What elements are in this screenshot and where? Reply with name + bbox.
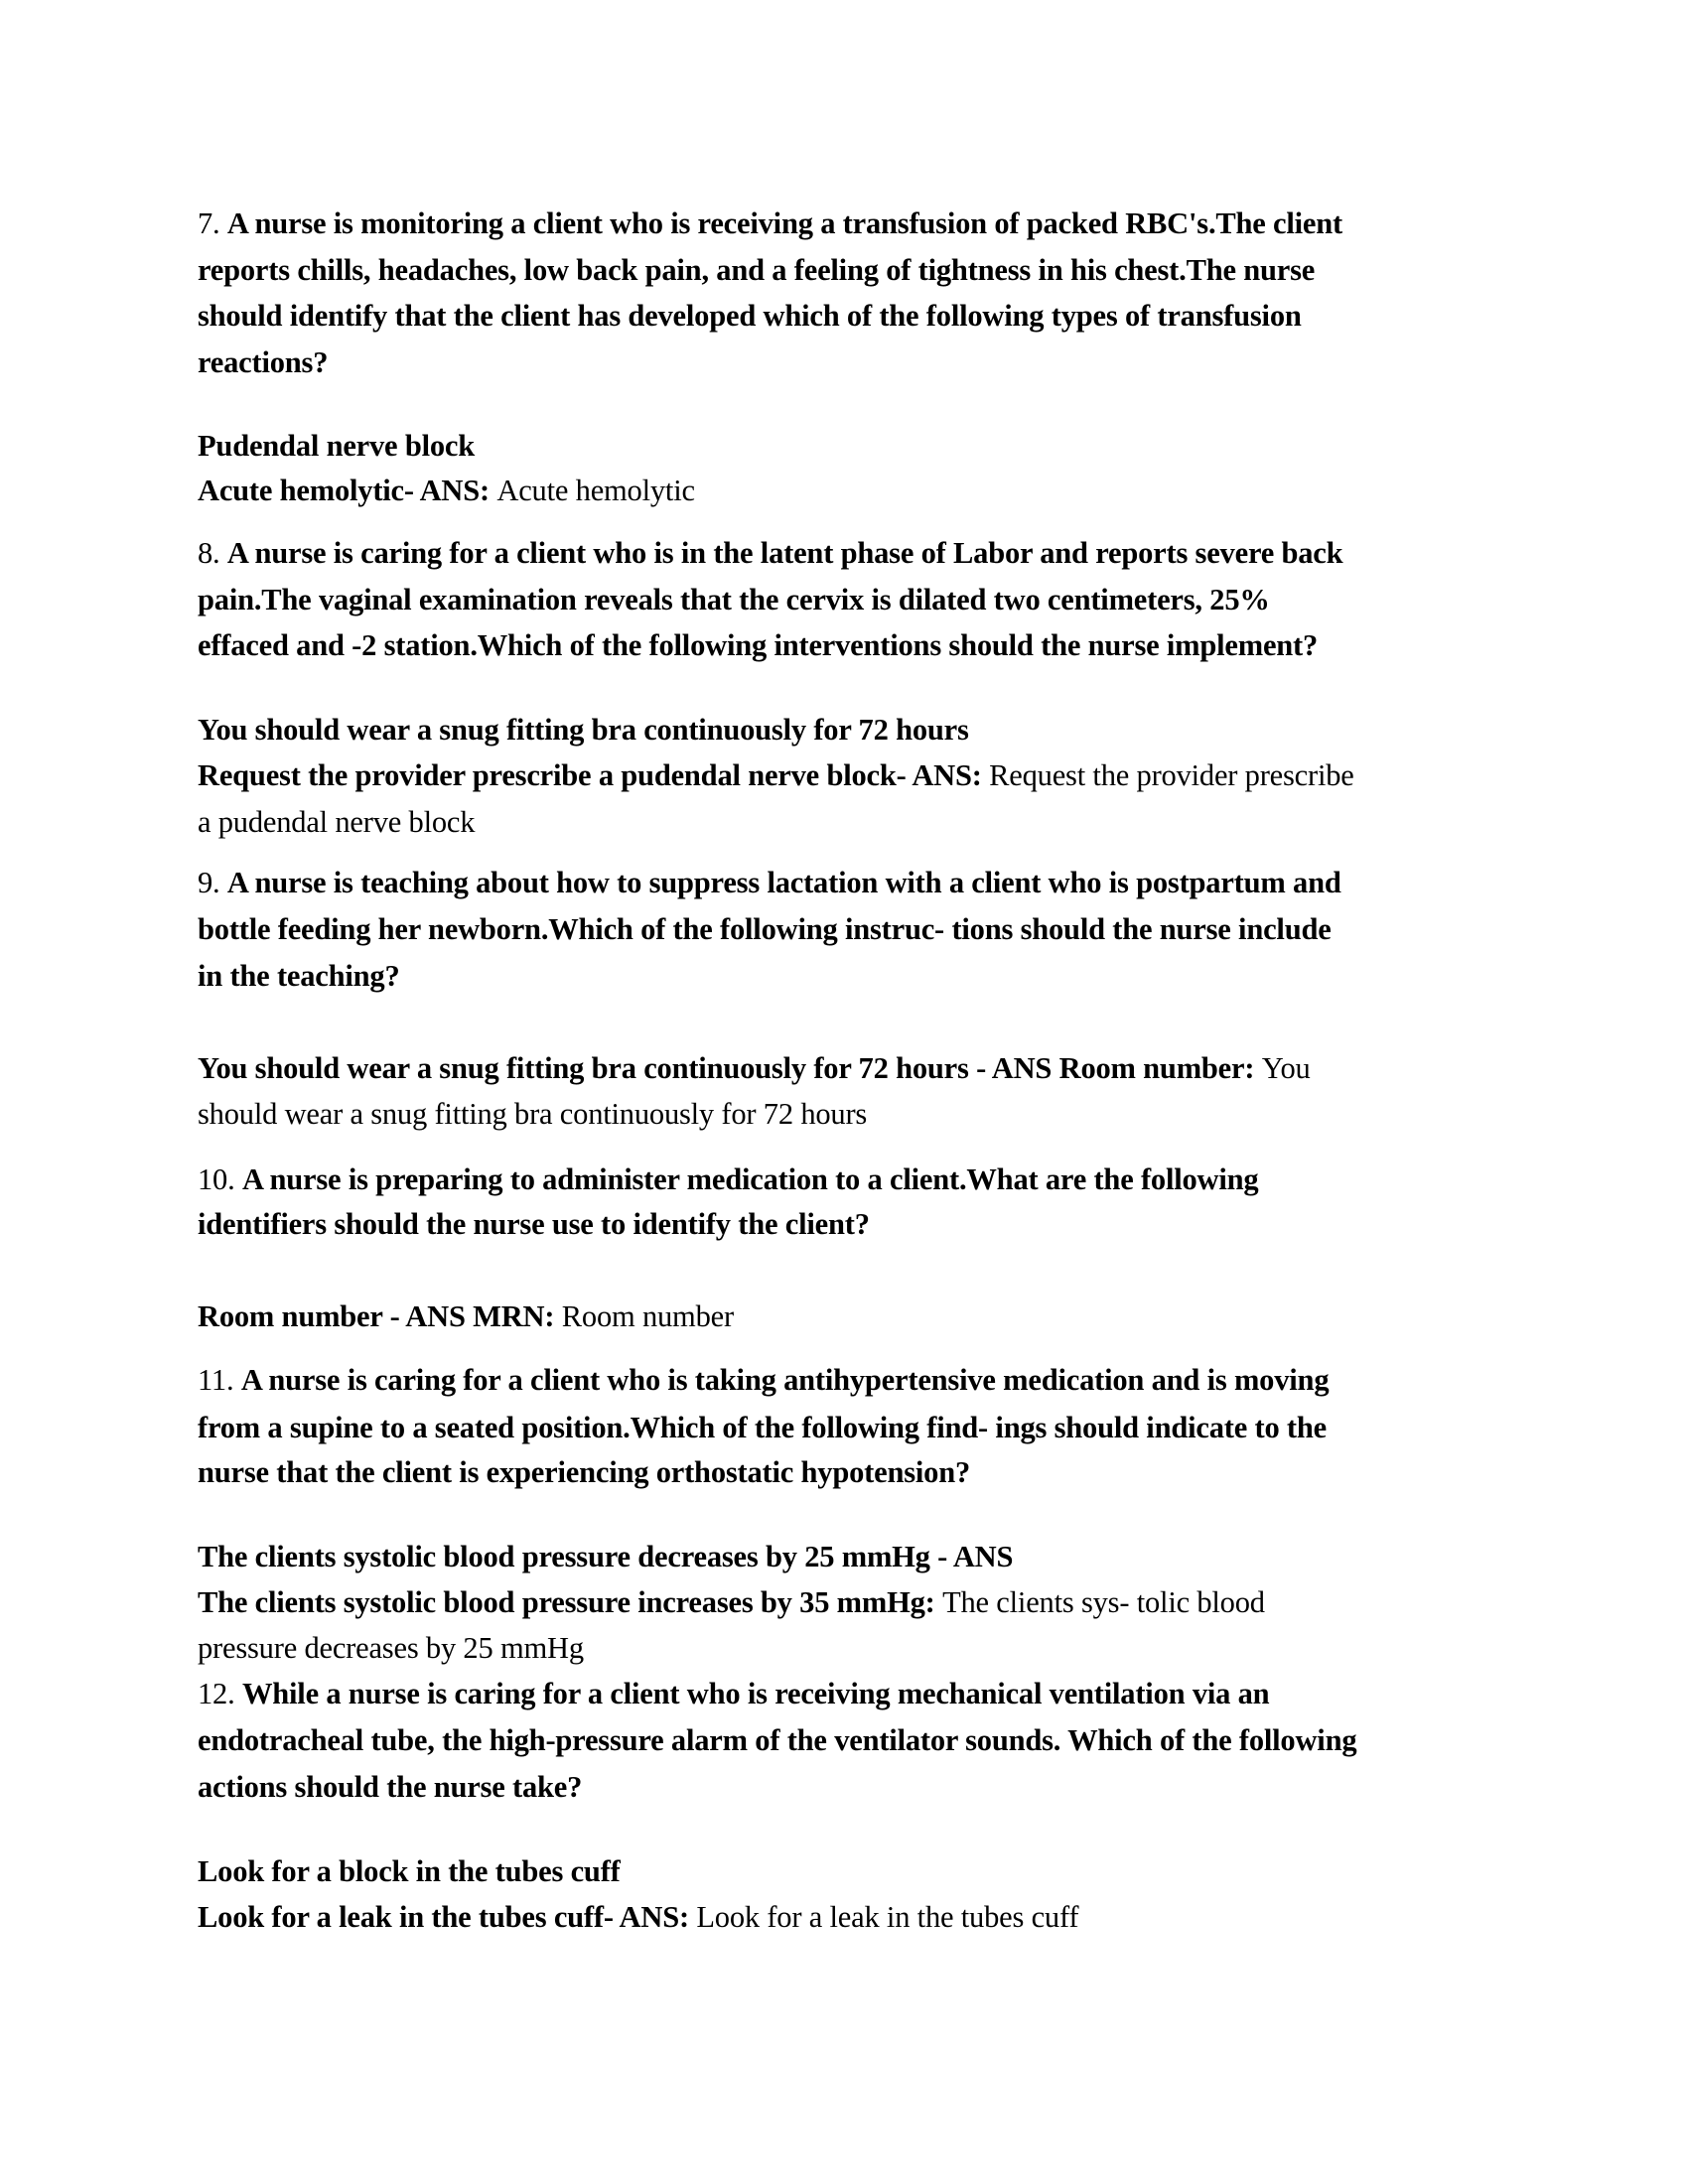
bold-text: Request the provider prescribe a pudendal nerve block- ANS: — [198, 758, 990, 792]
bold-text: from a supine to a seated position.Which of the following find- ings should indicate to the — [198, 1411, 1327, 1444]
bold-text: A nurse is teaching about how to suppress lactation with a client who is postpartum and — [226, 866, 1341, 899]
bold-text: While a nurse is caring for a client who is receiving mechanical ventilation via an — [241, 1677, 1270, 1710]
bold-text: effaced and -2 station.Which of the following interventions should the nurse implement? — [198, 628, 1319, 662]
text-line — [198, 1720, 1356, 1760]
regular-text: Look for a leak in the tubes cuff — [696, 1900, 1079, 1934]
regular-text: should wear a snug fitting bra continuously for 72 hours — [198, 1097, 868, 1131]
text-line — [198, 1767, 582, 1807]
bold-text: Look for a leak in the tubes cuff- ANS: — [198, 1900, 697, 1934]
text-line — [198, 1204, 870, 1244]
text-line — [198, 710, 969, 750]
text-line — [198, 533, 1342, 573]
text-line — [198, 1297, 734, 1336]
bold-text: Acute hemolytic- ANS: — [198, 474, 497, 507]
text-line — [198, 802, 475, 842]
bold-text: nurse that the client is experiencing orthostatic hypotension? — [198, 1455, 971, 1489]
text-line — [198, 909, 1332, 949]
regular-text: a pudendal nerve block — [198, 805, 476, 839]
text-line — [198, 863, 1341, 902]
bold-text: Pudendal nerve block — [198, 429, 476, 463]
bold-text: A nurse is preparing to administer medication to a client.What are the following — [241, 1162, 1259, 1196]
bold-text: identifiers should the nurse use to identify the client? — [198, 1207, 870, 1241]
bold-text: Room number - ANS MRN: — [198, 1299, 562, 1333]
regular-text: 9. — [198, 866, 227, 899]
text-line — [198, 1094, 867, 1134]
bold-text: A nurse is monitoring a client who is receiving a transfusion of packed RBC's.The client — [226, 206, 1342, 240]
text-line — [198, 755, 1354, 795]
text-line — [198, 625, 1318, 665]
regular-text: Request the provider prescribe — [989, 758, 1354, 792]
text-line — [198, 1537, 1013, 1576]
bold-text: Look for a block in the tubes cuff — [198, 1854, 621, 1888]
bold-text: reports chills, headaches, low back pain, and a feeling of tightness in his chest.The nurse — [198, 253, 1316, 287]
text-line — [198, 1408, 1327, 1447]
bold-text: A nurse is caring for a client who is in the latent phase of Labor and reports severe back — [226, 536, 1343, 570]
bold-text: actions should the nurse take? — [198, 1770, 583, 1804]
regular-text: Acute hemolytic — [496, 474, 695, 507]
regular-text: 8. — [198, 536, 227, 570]
regular-text: 10. — [198, 1162, 242, 1196]
bold-text: A nurse is caring for a client who is taking antihypertensive medication and is moving — [240, 1363, 1330, 1397]
text-line — [198, 1452, 970, 1492]
regular-text: 11. — [198, 1363, 241, 1397]
bold-text: pain.The vaginal examination reveals that the cervix is dilated two centimeters, 25% — [198, 583, 1270, 616]
bold-text: You should wear a snug fitting bra continuously for 72 hours - ANS Room number: — [198, 1051, 1262, 1085]
text-line — [198, 1628, 584, 1668]
text-line — [198, 1897, 1078, 1937]
bold-text: bottle feeding her newborn.Which of the following instruc- tions should the nurse include — [198, 912, 1332, 946]
text-line — [198, 1048, 1311, 1088]
text-line — [198, 580, 1270, 619]
text-line — [198, 471, 695, 510]
text-line — [198, 342, 328, 382]
text-line — [198, 1582, 1265, 1622]
text-line — [198, 250, 1315, 290]
bold-text: The clients systolic blood pressure increases by 35 mmHg: — [198, 1585, 943, 1619]
text-line — [198, 204, 1342, 243]
regular-text: The clients sys- tolic blood — [942, 1585, 1265, 1619]
regular-text: pressure decreases by 25 mmHg — [198, 1631, 584, 1665]
text-line — [198, 296, 1302, 336]
regular-text: You — [1261, 1051, 1311, 1085]
bold-text: endotracheal tube, the high-pressure alarm of the ventilator sounds. Which of the following — [198, 1723, 1357, 1757]
regular-text: Room number — [561, 1299, 734, 1333]
text-line — [198, 1160, 1258, 1199]
text-line — [198, 1674, 1269, 1713]
bold-text: The clients systolic blood pressure decreases by 25 mmHg - ANS — [198, 1540, 1014, 1573]
bold-text: reactions? — [198, 345, 329, 379]
bold-text: should identify that the client has developed which of the following types of transfusion — [198, 299, 1302, 333]
bold-text: in the teaching? — [198, 959, 400, 993]
text-line — [198, 426, 475, 466]
text-line — [198, 1851, 621, 1891]
text-line — [198, 956, 400, 996]
regular-text: 12. — [198, 1677, 242, 1710]
regular-text: 7. — [198, 206, 227, 240]
bold-text: You should wear a snug fitting bra continuously for 72 hours — [198, 713, 969, 747]
text-line — [198, 1360, 1329, 1400]
